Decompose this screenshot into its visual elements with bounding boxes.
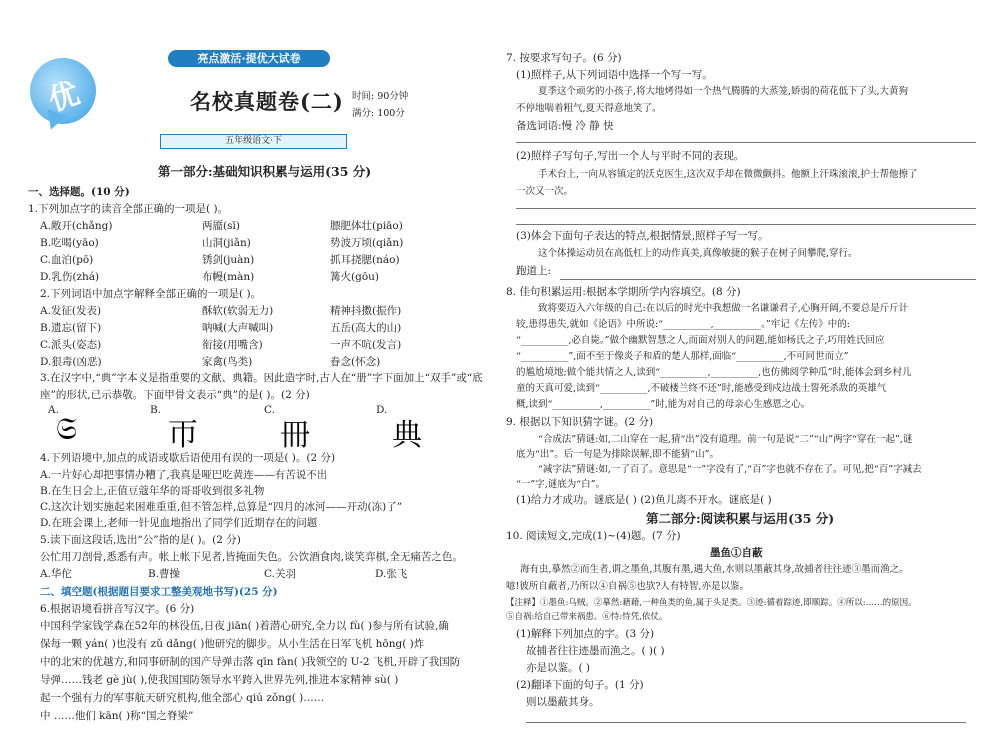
text-line: 致将要迈入六年级的自己:在以后的时光中我想做一名谦谦君子,心胸开阔,不要总是斤斤计 bbox=[538, 303, 909, 314]
question-6: 6.根据语境看拼音写汉字。(6 分) bbox=[40, 603, 195, 615]
glyph-label-a: A. bbox=[48, 404, 59, 416]
option-line: A.一片好心却把事情办糟了,我真是哑巴吃黄连——有苦说不出 bbox=[40, 469, 328, 481]
option-line: B.在生日会上,正值豆蔻年华的哥哥收到很多礼物 bbox=[40, 485, 265, 497]
question-7-3-example: 这个体操运动员在高低杠上的动作真美,真像敏捷的猴子在树子间攀爬,穿行。 bbox=[538, 248, 858, 259]
option-line: D.在班会课上,老师一针见血地指出了同学们近期存在的问题 bbox=[40, 517, 318, 529]
text-line: 底为“出”。后一句是为排除误解,即不能猜“山”。 bbox=[516, 449, 719, 460]
text-line: 导弹……钱老 gè jù( ),使我国国防领导水平跨入世界先列,推进本家精神 sù( ) bbox=[40, 674, 399, 686]
option-cell: 抓耳挠腮(náo) bbox=[330, 254, 400, 266]
question-7-1: (1)照样子,从下列词语中选择一个写一写。 bbox=[516, 69, 713, 81]
option-cell: 衔接(用嘴含) bbox=[202, 339, 263, 351]
option-cell: 五岳(高大的山) bbox=[330, 322, 402, 334]
passage-line2: 噫!彼所自蔽者,乃所以④自祸⑤也欤?人有特智,亦是以鉴。 bbox=[506, 581, 749, 592]
question-7-3-label: 跑道上: bbox=[516, 265, 552, 277]
question-7-3: (3)体会下面句子表达的特点,根据情景,照样子写一写。 bbox=[516, 230, 769, 242]
option-cell: A.发征(发表) bbox=[40, 305, 102, 317]
text-line: “合成法”猜谜:如,二山穿在一起,猜“出”没有道理。前一句是说“二”“山”两字“穿在一起”,谜 bbox=[538, 434, 913, 445]
exam-title: 名校真题卷(二) bbox=[190, 89, 344, 114]
text-line: “一”字,谜底为“白”。 bbox=[516, 479, 605, 490]
oracle-glyph-c: 冊 bbox=[280, 418, 310, 453]
right-page bbox=[500, 0, 1000, 750]
question-7-1-words: 备选词语:慢 冷 静 快 bbox=[516, 120, 614, 132]
grade-bar: 五年级语文·下 bbox=[160, 134, 347, 149]
answer-line[interactable] bbox=[516, 208, 976, 209]
text-line: “__________,必自毙。”做个幽默智慧之人,而面对别人的问题,能如杨氏之子,巧用姓氏回应 bbox=[516, 335, 885, 346]
question-7: 7. 按要求写句子。(6 分) bbox=[506, 52, 622, 64]
text-line: 中国科学家钱学森在52年的林役伍,日夜 jiān( )着潜心研究,全力以 fù( )参与所有试验,确 bbox=[40, 620, 449, 632]
question-10-1: (1)解释下列加点的字。(3 分) bbox=[516, 628, 655, 640]
question-10-2-a: 则以墨蔽其身。 bbox=[526, 696, 600, 708]
badge-char: 优 bbox=[44, 76, 84, 119]
text-line: 中的北宋的优越方,和同事研制的国产导弹击落 qīn fàn( )我领空的 U-2 飞机,开辟了我国防 bbox=[40, 656, 461, 668]
oracle-glyph-b: 帀 bbox=[168, 418, 198, 453]
question-2: 2.下列词语中加点字解释全部正确的一项是( )。 bbox=[40, 288, 262, 300]
option-cell: 眷念(怀念) bbox=[330, 356, 381, 368]
text-line: 中 ……他们 kān( )称“国之脊梁” bbox=[40, 710, 194, 722]
option-cell: C.派头(姿态) bbox=[40, 339, 102, 351]
question-10: 10. 阅读短文,完成(1)~(4)题。(7 分) bbox=[506, 530, 681, 542]
option-cell: D.狠毒(凶恶) bbox=[40, 356, 102, 368]
answer-line[interactable] bbox=[516, 142, 976, 143]
option-cell: 锈剑(juàn) bbox=[202, 254, 255, 266]
option-cell: 两靥(sī) bbox=[202, 220, 240, 232]
text-line: “__________”,面不至于像炎子和盾的楚人那样,面临“__________,不可同世而立” bbox=[516, 351, 849, 362]
answer-line[interactable] bbox=[526, 722, 966, 723]
passage-title: 墨鱼①自蔽 bbox=[710, 547, 763, 559]
question-7-1-example-line1: 夏季这个顽劣的小孩子,将大地烤得如一个热气腾腾的大蒸笼,娇弱的荷花低下了头,大黄狗 bbox=[538, 86, 909, 97]
question-5-option-a: A.华佗 bbox=[40, 568, 72, 580]
text-line: 起一个强有力的军事航天研究机构,他全部心 qiú zǒng( )…… bbox=[40, 692, 325, 704]
question-10-1-a: 故捕者往往迹墨而渔之。( )( ) bbox=[526, 645, 665, 657]
question-7-1-example-line2: 不停地喘着粗气,夏天得意地笑了。 bbox=[516, 103, 662, 114]
question-3-line1: 3.在汉字中,“典”字本义是指重要的文献、典籍。因此造字时,古人在“册”字下面加上“双手”或“底 bbox=[40, 372, 483, 384]
question-7-2-example-line2: 一次又一次。 bbox=[516, 186, 574, 197]
option-cell: D.乳伤(zhá) bbox=[40, 271, 100, 283]
section2-heading: 二、填空题(根据题目要求工整美观地书写)(25 分) bbox=[40, 586, 278, 598]
text-line: 童的天真可爱,读到“__________,不破楼兰终不还”时,能感受到戍边战士誓死杀敌的英雄气 bbox=[516, 383, 887, 394]
glyph-label-d: D. bbox=[376, 404, 388, 416]
question-9: 9. 根据以下知识猜字谜。(2 分) bbox=[506, 416, 654, 428]
notes-line2: ⑤自祸:给自己带来祸患。⑥恃:恃凭,依仗。 bbox=[506, 612, 668, 622]
text-line: 保每一颗 yán( )也没有 zǔ dǎng( )他研究的脚步。从小生活在日军飞机 hōng( )炸 bbox=[40, 638, 425, 650]
question-5-option-d: D.张飞 bbox=[375, 568, 408, 580]
oracle-glyph-d: 典 bbox=[392, 418, 422, 453]
option-cell: 布幔(màn) bbox=[202, 271, 255, 283]
text-line: 概,读到“__________,__________”时,能为对自己的母亲心生感恩之心。 bbox=[516, 399, 811, 410]
oracle-glyph-a: 𝔖 bbox=[56, 412, 78, 447]
option-cell: C.血泊(pō) bbox=[40, 254, 94, 266]
option-cell: 家禽(鸟类) bbox=[202, 356, 253, 368]
answer-line[interactable] bbox=[560, 279, 976, 280]
question-5-text: 公忙用刀剖骨,悉悉有声。帐上帐下见者,皆掩面失色。公饮酒食肉,谈笑弈棋,全无痛苦之色。 bbox=[40, 551, 463, 563]
option-cell: 酥软(软弱无力) bbox=[202, 305, 274, 317]
question-9-options: (1)给力才成功。谜底是( ) (2)鱼儿离不开水。谜底是( ) bbox=[516, 494, 772, 506]
option-line: C.这次计划实施起来困难重重,但不管怎样,总算是“四月的冰河——开动(冻)了” bbox=[40, 501, 403, 513]
question-7-2: (2)照样子写句子,写出一个人与平时不同的表现。 bbox=[516, 150, 745, 162]
option-cell: 篝火(gōu) bbox=[330, 271, 379, 283]
question-1: 1.下列加点字的读音全部正确的一项是( )。 bbox=[28, 203, 229, 215]
glyph-label-c: C. bbox=[264, 404, 275, 416]
question-10-1-b: 亦是以鉴。( ) bbox=[526, 662, 591, 674]
section1-heading: 一、选择题。(10 分) bbox=[28, 186, 130, 198]
part2-title: 第二部分:阅读积累与运用(35 分) bbox=[646, 511, 835, 526]
option-cell: 精神抖擞(振作) bbox=[330, 305, 402, 317]
glyph-label-b: B. bbox=[150, 404, 162, 416]
option-cell: 势波万顷(qiǎn) bbox=[330, 237, 404, 249]
answer-line[interactable] bbox=[516, 224, 976, 225]
question-4: 4.下列语境中,加点的成语或歇后语使用有误的一项是( )。(2 分) bbox=[40, 452, 336, 464]
option-cell: 呐喊(大声喊叫) bbox=[202, 322, 274, 334]
series-banner: 亮点激活·提优大试卷 bbox=[168, 50, 330, 67]
option-cell: 膘肥体壮(piāo) bbox=[330, 220, 403, 232]
option-cell: B.遗忘(留下) bbox=[40, 322, 102, 334]
option-cell: 一声不吭(发言) bbox=[330, 339, 402, 351]
question-5-option-c: C.关羽 bbox=[264, 568, 296, 580]
notes-line1: 【注释】①墨鱼:乌贼。②摹然:藉藉,一种鱼类的鱼,属于头足类。③迹:循着踪迹,即顺踪。④所以:……的原因。 bbox=[506, 598, 917, 608]
question-3-line2: 座”的形状,已示恭敬。下面甲骨文表示“典”的是( )。(2 分) bbox=[40, 389, 310, 401]
question-5: 5.读下面这段话,选出“公”指的是( )。(2 分) bbox=[40, 534, 241, 546]
text-line: 的尴尬境地;做个能共情之人,读到“__________,__________,也仿佛阅学种瓜”时,能体会到乡村儿 bbox=[516, 367, 912, 378]
time-label: 时间: 90分钟 bbox=[352, 91, 409, 102]
option-cell: A.敞开(chǎng) bbox=[40, 220, 113, 232]
part1-title: 第一部分:基础知识积累与运用(35 分) bbox=[158, 164, 372, 179]
score-label: 满分: 100分 bbox=[352, 108, 405, 119]
option-cell: B.吃喝(yāo) bbox=[40, 237, 99, 249]
text-line: “减字法”猜谜:如,一了百了。意思是“一”字没有了,“百”字也就不存在了。可见,把“百”字减去 bbox=[538, 464, 922, 475]
question-7-2-example-line1: 手术台上,一向从容镇定的沃克医生,这次双手却在微微颤抖。他额上汗珠滚滚,护士帮他擦了 bbox=[538, 169, 918, 180]
question-8: 8. 佳句积累运用:根据本学期所学内容填空。(8 分) bbox=[506, 286, 741, 298]
text-line: 较,患得患失,就如《论语》中所说:“__________,__________。”牢记《左传》中的: bbox=[516, 319, 850, 330]
question-10-2: (2)翻译下面的句子。(1 分) bbox=[516, 679, 644, 691]
passage-line1: 海有虫,摹然②而生者,谓之墨鱼,其腹有墨,遇大鱼,水则以墨蔽其身,故捕者往往迹③墨而渔之。 bbox=[520, 564, 909, 575]
question-5-option-b: B.曹操 bbox=[148, 568, 181, 580]
option-cell: 山洞(jiǎn) bbox=[202, 237, 251, 249]
